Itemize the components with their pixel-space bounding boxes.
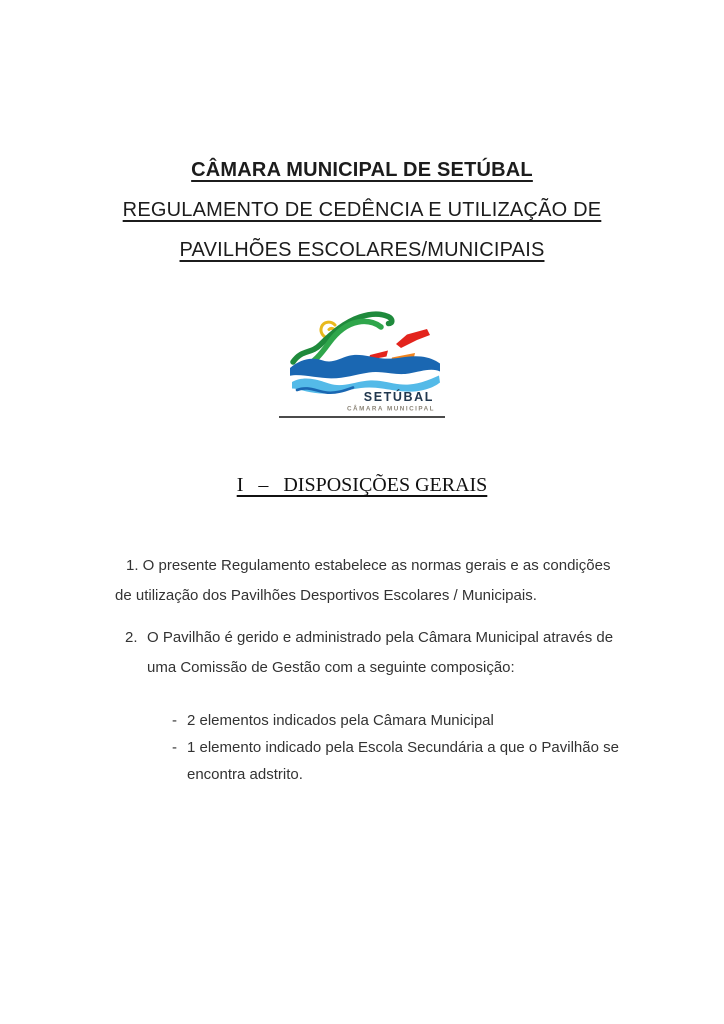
bullet-list	[172, 707, 632, 788]
logo-divider	[279, 416, 445, 418]
logo-org-name: CÂMARA MUNICIPAL	[346, 405, 435, 413]
bullet-item	[172, 734, 632, 788]
paragraph-line: uma Comissão de Gestão com a seguinte composição:	[147, 659, 515, 676]
title-line-3	[0, 230, 724, 270]
document-title	[0, 150, 724, 270]
bullet-line: encontra adstrito.	[187, 766, 303, 783]
paragraph-line: de utilização dos Pavilhões Desportivos Escolares / Municipais.	[115, 587, 537, 604]
bullet-item	[172, 707, 632, 734]
title-line-3-text: PAVILHÕES ESCOLARES/MUNICIPAIS	[179, 239, 545, 261]
bullet-text	[187, 734, 619, 788]
setubal-municipality-logo	[290, 301, 440, 416]
bullet-line: 2 elementos indicados pela Câmara Municipal	[187, 712, 494, 729]
section-heading	[0, 470, 724, 500]
title-line-2	[0, 190, 724, 230]
paragraph-body	[147, 623, 613, 683]
paragraph-line: O Pavilhão é gerido e administrado pela Câmara Municipal através de	[147, 629, 614, 646]
title-line-2-text: REGULAMENTO DE CEDÊNCIA E UTILIZAÇÃO DE	[122, 199, 602, 221]
bullet-marker: -	[172, 739, 177, 756]
red-flag-icon	[396, 329, 430, 348]
logo-city-name: SETÚBAL	[363, 390, 434, 404]
bullet-marker: -	[172, 712, 177, 729]
section-heading-text: I – DISPOSIÇÕES GERAIS	[236, 474, 488, 496]
paragraph-2	[125, 623, 620, 683]
paragraph-1	[115, 551, 620, 611]
bullet-line: 1 elemento indicado pela Escola Secundária a que o Pavilhão se	[187, 739, 619, 756]
title-line-1-text: CÂMARA MUNICIPAL DE SETÚBAL	[191, 159, 533, 181]
bullet-text	[187, 707, 494, 734]
paragraph-number: 2.	[125, 629, 138, 646]
title-line-1	[0, 150, 724, 190]
paragraph-line: 1. O presente Regulamento estabelece as normas gerais e as condições	[126, 557, 611, 574]
